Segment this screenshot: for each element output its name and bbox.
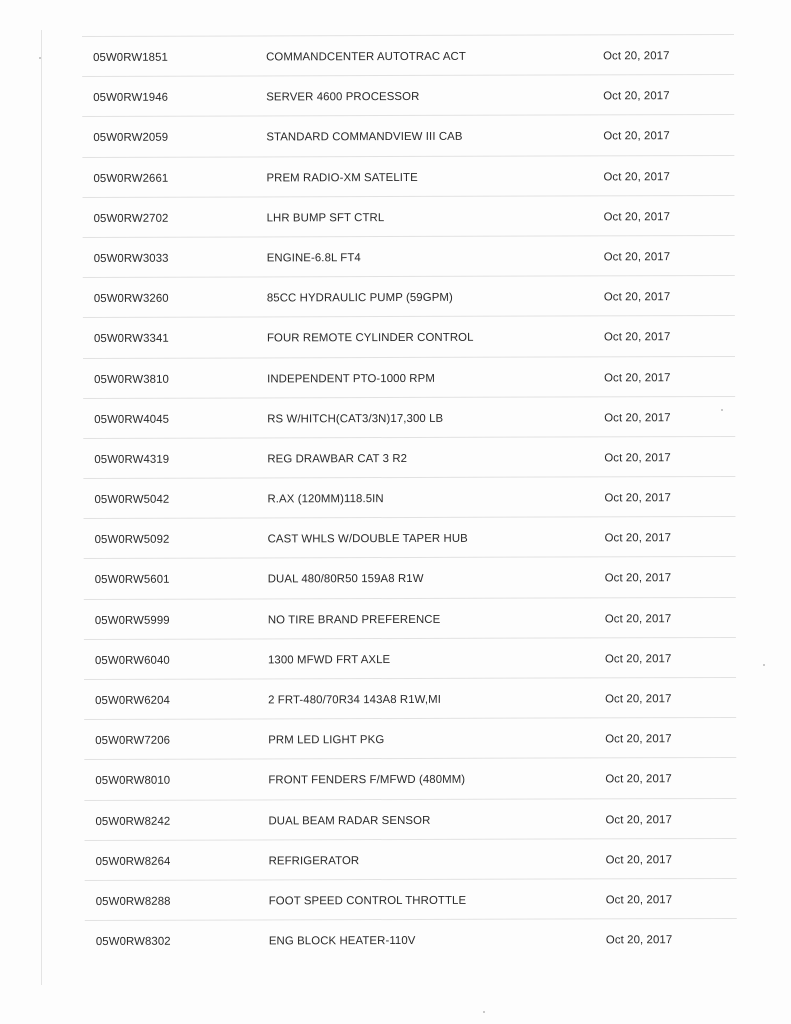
option-description: R.AX (120MM)118.5IN [267,493,384,506]
option-description: ENGINE-6.8L FT4 [266,252,361,265]
table-row [83,396,735,438]
scan-speck [39,57,41,59]
option-description: CAST WHLS W/DOUBLE TAPER HUB [267,533,468,546]
option-code: 05W0RW4045 [94,413,170,426]
option-description: PRM LED LIGHT PKG [268,734,385,747]
option-code: 05W0RW3033 [93,252,169,265]
table-row [83,315,735,357]
option-date: Oct 20, 2017 [604,492,671,505]
option-code: 05W0RW3810 [94,373,169,386]
option-code: 05W0RW3341 [93,333,169,346]
option-description: SERVER 4600 PROCESSOR [266,91,420,104]
scan-speck [483,1011,485,1013]
table-row [84,717,736,759]
option-description: FOUR REMOTE CYLINDER CONTROL [266,332,474,345]
table-row [82,34,734,76]
option-date: Oct 20, 2017 [603,291,671,304]
option-code: 05W0RW6204 [95,694,170,707]
table-row [84,677,736,719]
option-description: STANDARD COMMANDVIEW III CAB [266,131,463,144]
table-row [84,597,736,639]
options-table [82,34,737,960]
option-date: Oct 20, 2017 [603,251,671,264]
option-description: ENG BLOCK HEATER-110V [268,935,416,948]
option-description: FRONT FENDERS F/MFWD (480MM) [268,774,466,787]
table-row [85,838,737,880]
option-date: Oct 20, 2017 [604,652,672,666]
table-row [84,757,736,799]
option-description: 2 FRT-480/70R34 143A8 R1W,MI [268,693,442,707]
option-code: 05W0RW2059 [93,132,169,145]
option-date: Oct 20, 2017 [604,371,671,384]
table-row [83,476,735,518]
option-code: 05W0RW5042 [94,493,170,507]
table-row [84,556,736,598]
table-row [82,114,734,156]
option-code: 05W0RW8242 [95,815,171,828]
option-date: Oct 20, 2017 [604,532,672,545]
table-row [83,275,735,317]
option-code: 05W0RW4319 [94,453,170,466]
option-code: 05W0RW5999 [94,614,170,627]
table-row [83,235,735,277]
page-edge-rule [41,30,42,985]
option-code: 05W0RW1946 [93,91,169,105]
table-row [83,436,735,478]
option-description: LHR BUMP SFT CTRL [266,211,385,225]
option-code: 05W0RW7206 [95,734,171,748]
option-date: Oct 20, 2017 [603,170,670,183]
option-description: NO TIRE BRAND PREFERENCE [267,613,441,627]
table-row [83,355,735,397]
option-date: Oct 20, 2017 [605,733,672,746]
option-description: REG DRAWBAR CAT 3 R2 [267,452,408,466]
option-date: Oct 20, 2017 [605,773,672,786]
option-description: PREM RADIO-XM SATELITE [266,171,418,184]
option-date: Oct 20, 2017 [604,612,672,625]
option-description: REFRIGERATOR [268,854,360,868]
option-code: 05W0RW8264 [95,855,171,868]
option-date: Oct 20, 2017 [605,853,673,867]
option-date: Oct 20, 2017 [605,934,673,947]
option-date: Oct 20, 2017 [603,90,670,103]
option-code: 05W0RW6040 [94,654,170,667]
option-code: 05W0RW3260 [93,292,169,306]
option-description: RS W/HITCH(CAT3/3N)17,300 LB [267,412,444,426]
table-row [83,195,735,237]
option-date: Oct 20, 2017 [605,693,672,706]
table-row [84,798,736,840]
option-description: FOOT SPEED CONTROL THROTTLE [268,894,467,908]
option-description: 85CC HYDRAULIC PUMP (59GPM) [266,291,453,305]
table-row [82,155,734,197]
option-code: 05W0RW2661 [93,172,169,185]
table-row [84,637,736,679]
option-date: Oct 20, 2017 [603,50,670,63]
option-code: 05W0RW8010 [95,775,171,788]
option-date: Oct 20, 2017 [604,572,672,585]
option-description: INDEPENDENT PTO-1000 RPM [267,372,435,385]
option-code: 05W0RW1851 [93,51,168,64]
option-code: 05W0RW5092 [94,533,170,547]
table-row [84,516,736,558]
option-date: Oct 20, 2017 [603,130,670,143]
option-date: Oct 20, 2017 [603,210,671,224]
option-description: DUAL BEAM RADAR SENSOR [268,814,431,827]
option-date: Oct 20, 2017 [605,894,673,907]
option-description: COMMANDCENTER AUTOTRAC ACT [266,50,466,64]
table-row [85,918,737,960]
table-row [85,878,737,920]
option-date: Oct 20, 2017 [605,813,672,826]
table-row [82,74,734,116]
option-description: DUAL 480/80R50 159A8 R1W [267,573,424,586]
option-date: Oct 20, 2017 [604,411,671,425]
option-date: Oct 20, 2017 [604,452,671,465]
option-date: Oct 20, 2017 [603,331,671,344]
option-description: 1300 MFWD FRT AXLE [267,653,391,667]
option-code: 05W0RW8302 [95,935,171,949]
option-code: 05W0RW2702 [93,212,169,225]
scan-speck [763,664,765,666]
option-code: 05W0RW5601 [94,574,170,587]
option-code: 05W0RW8288 [95,895,171,908]
